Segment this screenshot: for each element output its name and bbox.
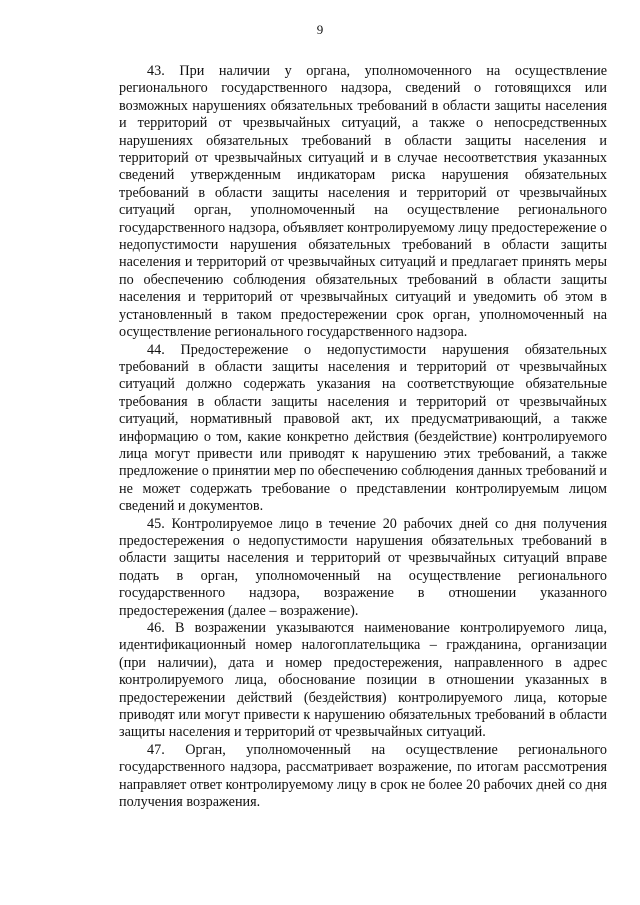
- paragraph-46: 46. В возражении указываются наименование контролируемого лица, идентификационный номер налогоплательщика – гражданина, организации (при наличии), дата и номер предостережения, направленного в адрес контролируемого лица, обоснование позиции в отношении указанных в предостережении действий (бездействия) контролируемого лица, которые приводят или могут привести к нарушению обязательных требований в области защиты населения и территорий от чрезвычайных ситуаций.: [119, 620, 607, 741]
- document-body: [119, 63, 607, 811]
- paragraph-45: 45. Контролируемое лицо в течение 20 рабочих дней со дня получения предостережения о недопустимости нарушения обязательных требований в области защиты населения и территорий от чрезвычайных ситуаций вправе подать в орган, уполномоченный на осуществление регионального государственного надзора, возражение в отношении указанного предостережения (далее – возражение).: [119, 515, 607, 619]
- paragraph-43: 43. При наличии у органа, уполномоченного на осуществление регионального государственного надзора, сведений о готовящихся или возможных нарушениях обязательных требований в области защиты населения и территорий от чрезвычайных ситуаций, а также о непосредственных нарушениях обязательных требований в области защиты населения и территорий от чрезвычайных ситуаций и в случае несоответствия указанных сведений утвержденным индикаторам риска нарушения обязательных требований в области защиты населения и территорий от чрезвычайных ситуаций орган, уполномоченный на осуществление регионального государственного надзора, объявляет контролируемому лицу предостережение о недопустимости нарушения обязательных требований в области защиты населения и территорий от чрезвычайных ситуаций и предлагает принять меры по обеспечению соблюдения обязательных требований в области защиты населения и территорий от чрезвычайных ситуаций и уведомить об этом в установленный в таком предостережении срок орган, уполномоченный на осуществление регионального государственного надзора.: [119, 63, 608, 341]
- paragraph-44: 44. Предостережение о недопустимости нарушения обязательных требований в области защиты населения и территорий от чрезвычайных ситуаций должно содержать указания на соответствующие обязательные требования в области защиты населения и территорий от чрезвычайных ситуаций, нормативный правовой акт, их предусматривающий, а также информацию о том, какие конкретно действия (бездействие) контролируемого лица могут привести или приводят к нарушению этих требований, а также предложение о принятии мер по обеспечению соблюдения данных требований и не может содержать требование о представлении контролируемым лицом сведений и документов.: [119, 341, 607, 515]
- page-number: 9: [316, 22, 324, 37]
- paragraph-47: 47. Орган, уполномоченный на осуществление регионального государственного надзора, рассматривает возражение, по итогам рассмотрения направляет ответ контролируемому лицу в срок не более 20 рабочих дней со дня получения возражения.: [119, 741, 607, 811]
